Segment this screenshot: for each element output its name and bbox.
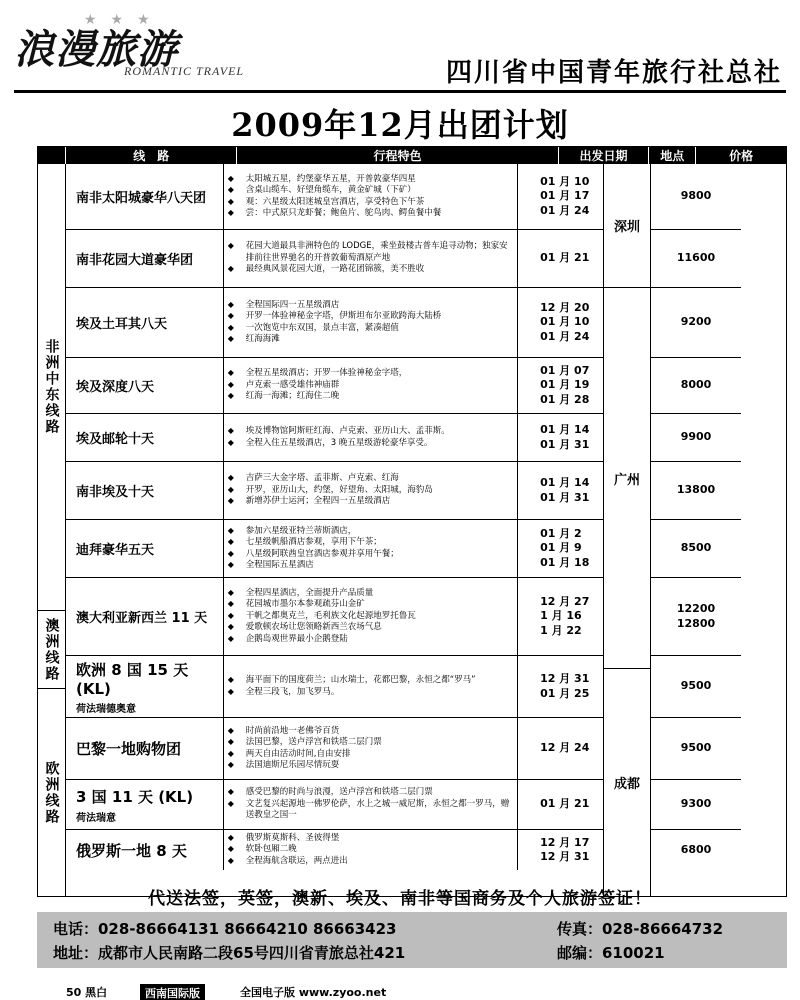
feature-item bbox=[228, 588, 513, 599]
feature-text: 红海海滩 bbox=[245, 333, 280, 344]
feature-text: 法国迪斯尼乐园尽情玩耍 bbox=[245, 759, 340, 770]
feature-text: 文艺复兴起源地一佛罗伦萨，水上之城一威尼斯，永恒之都一罗马，赠送教皇之国一 bbox=[245, 798, 510, 821]
bullet-diamond-icon: ◆ bbox=[227, 264, 234, 274]
route-features bbox=[224, 830, 518, 870]
bullet-diamond-icon: ◆ bbox=[227, 832, 234, 842]
route-countries: 荷法瑞意 bbox=[76, 812, 116, 824]
feature-text: 太阳城五星，约堡豪华五星，开普敦豪华四星 bbox=[245, 173, 416, 184]
departure-date: 01 月 14 bbox=[540, 423, 590, 437]
departure-date: 12 月 24 bbox=[540, 741, 590, 755]
departure-date: 12 月 27 bbox=[540, 595, 590, 609]
edition-site: 全国电子版 www.zyoo.net bbox=[240, 986, 387, 999]
route-label: 迪拜豪华五天 bbox=[76, 543, 155, 558]
departure-date: 1 月 22 bbox=[540, 623, 582, 637]
feature-item bbox=[228, 485, 513, 496]
feature-item bbox=[228, 311, 513, 322]
bullet-diamond-icon: ◆ bbox=[227, 196, 234, 206]
bullet-diamond-icon: ◆ bbox=[227, 548, 234, 558]
route-name bbox=[66, 164, 224, 229]
departure-date: 01 月 21 bbox=[540, 797, 590, 811]
feature-text: 观：六星级太阳迷城皇宫酒店，享受特色下午茶 bbox=[245, 196, 425, 207]
departure-date: 12 月 31 bbox=[540, 672, 590, 686]
departure-city: 深圳 bbox=[604, 164, 650, 288]
route-name bbox=[66, 414, 224, 461]
feature-item bbox=[228, 526, 513, 537]
place-column-header: 地点 bbox=[649, 147, 696, 164]
fax-number: 传真：028-86664732 bbox=[557, 920, 724, 938]
company-name: 四川省中国青年旅行社总社 bbox=[445, 58, 782, 88]
feature-item bbox=[228, 334, 513, 345]
departure-date: 01 月 9 bbox=[540, 541, 582, 555]
logo-subtitle: ROMANTIC TRAVEL bbox=[124, 64, 245, 78]
route-name bbox=[66, 718, 224, 779]
route-name bbox=[66, 656, 224, 717]
price-value: 12800 bbox=[676, 616, 716, 630]
bullet-diamond-icon: ◆ bbox=[227, 496, 234, 506]
departure-date: 01 月 17 bbox=[540, 189, 590, 203]
feature-item bbox=[228, 174, 513, 185]
feature-item bbox=[228, 634, 513, 645]
bullet-diamond-icon: ◆ bbox=[227, 368, 234, 378]
plan-title: 2009年12月出团计划 bbox=[231, 106, 569, 144]
departure-city: 广州 bbox=[604, 288, 650, 669]
bullet-diamond-icon: ◆ bbox=[227, 391, 234, 401]
tour-price bbox=[651, 830, 741, 870]
departure-dates bbox=[518, 830, 603, 870]
tour-price bbox=[651, 718, 741, 780]
feature-text: 尝：中式原只龙虾餐；鲍鱼片、鸵鸟肉、鳄鱼餐中餐 bbox=[245, 207, 442, 218]
feature-item bbox=[228, 241, 513, 264]
bullet-diamond-icon: ◆ bbox=[227, 185, 234, 195]
feature-text: 七星级帆船酒店参观，享用下午茶； bbox=[245, 537, 382, 548]
route-label: 埃及土耳其八天 bbox=[76, 317, 168, 332]
route-name bbox=[66, 230, 224, 287]
region-africa: 非洲中东线路 bbox=[38, 164, 66, 611]
feature-item bbox=[228, 749, 513, 760]
feature-text: 全程三段飞，加飞罗马。 bbox=[245, 686, 340, 697]
bullet-diamond-icon: ◆ bbox=[227, 844, 234, 854]
feature-text: 俄罗斯莫斯科、圣彼得堡 bbox=[245, 832, 340, 843]
departure-date: 01 月 10 bbox=[540, 175, 590, 189]
departure-date: 01 月 28 bbox=[540, 392, 590, 406]
bullet-diamond-icon: ◆ bbox=[227, 599, 234, 609]
region-australia: 澳洲线路 bbox=[38, 611, 66, 689]
price-value: 12200 bbox=[676, 602, 716, 616]
feature-item bbox=[228, 197, 513, 208]
route-features bbox=[224, 656, 518, 717]
feature-text: 参加六星级亚特兰蒂斯酒店， bbox=[245, 525, 357, 536]
feature-text: 一次饱览中东双国，景点丰富，紧凑超值 bbox=[245, 322, 399, 333]
bullet-diamond-icon: ◆ bbox=[227, 798, 234, 808]
departure-date: 01 月 31 bbox=[540, 437, 590, 451]
price-value: 9500 bbox=[680, 741, 712, 755]
feature-item bbox=[228, 391, 513, 402]
feature-text: 全程国际四一五星级酒店 bbox=[245, 299, 340, 310]
feature-text: 全程四星酒店，全面提升产品质量 bbox=[245, 587, 374, 598]
route-features bbox=[224, 358, 518, 413]
star-decoration-icon: ★★★ bbox=[84, 12, 164, 28]
feature-text: 新增苏伊士运河；全程四一五星级酒店 bbox=[245, 496, 391, 507]
route-label: 埃及邮轮十天 bbox=[76, 432, 155, 447]
price-column-header: 价格 bbox=[729, 149, 754, 163]
feature-item bbox=[228, 549, 513, 560]
tour-price bbox=[651, 230, 741, 288]
route-name bbox=[66, 780, 224, 829]
tour-table bbox=[37, 146, 787, 897]
feature-item bbox=[228, 726, 513, 737]
departure-date: 01 月 10 bbox=[540, 315, 590, 329]
bullet-diamond-icon: ◆ bbox=[227, 333, 234, 343]
feature-text: 两天自由活动时间,自由安排 bbox=[245, 748, 351, 759]
feature-item bbox=[228, 264, 513, 275]
table-row bbox=[66, 520, 603, 578]
tour-price bbox=[651, 578, 741, 656]
feature-item bbox=[228, 799, 513, 822]
price-value: 9200 bbox=[680, 315, 712, 329]
tour-price bbox=[651, 358, 741, 414]
bullet-diamond-icon: ◆ bbox=[227, 437, 234, 447]
bullet-diamond-icon: ◆ bbox=[227, 748, 234, 758]
departure-date: 01 月 18 bbox=[540, 555, 590, 569]
table-row bbox=[66, 780, 603, 830]
features-column-header: 行程特色 bbox=[237, 147, 558, 164]
feature-item bbox=[228, 833, 513, 844]
route-features bbox=[224, 780, 518, 829]
feature-item bbox=[228, 787, 513, 798]
tour-price bbox=[651, 780, 741, 830]
departure-date: 01 月 24 bbox=[540, 329, 590, 343]
route-features bbox=[224, 578, 518, 655]
date-column-header: 出发日期 bbox=[559, 147, 650, 164]
route-features bbox=[224, 718, 518, 779]
feature-item bbox=[228, 560, 513, 571]
route-name bbox=[66, 358, 224, 413]
table-row bbox=[66, 462, 603, 520]
feature-item bbox=[228, 426, 513, 437]
departure-date: 01 月 07 bbox=[540, 364, 590, 378]
bullet-diamond-icon: ◆ bbox=[227, 622, 234, 632]
route-label: 埃及深度八天 bbox=[76, 380, 155, 395]
route-label: 欧洲 8 国 15 天(KL) bbox=[76, 660, 189, 698]
route-countries: 荷法瑞德奥意 bbox=[76, 703, 136, 715]
bullet-diamond-icon: ◆ bbox=[227, 473, 234, 483]
price-value: 8000 bbox=[680, 378, 712, 392]
place-column bbox=[604, 164, 651, 896]
departure-date: 12 月 31 bbox=[540, 850, 590, 863]
feature-item bbox=[228, 323, 513, 334]
feature-item bbox=[228, 438, 513, 449]
route-rows bbox=[66, 164, 741, 896]
route-label: 南非埃及十天 bbox=[76, 485, 155, 500]
bullet-diamond-icon: ◆ bbox=[227, 855, 234, 865]
tour-price bbox=[651, 414, 741, 462]
feature-item bbox=[228, 844, 513, 855]
tour-price bbox=[651, 520, 741, 578]
departure-date: 12 月 17 bbox=[540, 835, 590, 849]
feature-item bbox=[228, 368, 513, 379]
brand-logo bbox=[14, 12, 264, 88]
feature-text: 感受巴黎的时尚与浪漫，送卢浮宫和铁塔二层门票 bbox=[245, 787, 433, 798]
table-row bbox=[66, 830, 603, 870]
price-value: 6800 bbox=[680, 842, 712, 856]
table-row bbox=[66, 164, 603, 230]
feature-text: 开罗一体验神秘金字塔，伊斯坦布尔亚欧跨海大陆桥 bbox=[245, 311, 442, 322]
feature-text: 法国巴黎，送卢浮宫和铁塔二层门票 bbox=[245, 737, 382, 748]
route-label: 澳大利亚新西兰 11 天 bbox=[76, 611, 208, 626]
departure-dates bbox=[518, 718, 603, 779]
feature-text: 爱歌顿农场让您领略新西兰农场气息 bbox=[245, 622, 382, 633]
departure-dates bbox=[518, 414, 603, 461]
bullet-diamond-icon: ◆ bbox=[227, 484, 234, 494]
feature-item bbox=[228, 300, 513, 311]
table-body bbox=[38, 164, 786, 896]
feature-text: 卢克索一感受雄伟神庙群 bbox=[245, 379, 340, 390]
feature-item bbox=[228, 537, 513, 548]
bullet-diamond-icon: ◆ bbox=[227, 299, 234, 309]
bullet-diamond-icon: ◆ bbox=[227, 559, 234, 569]
feature-text: 全程入住五星级酒店，3 晚五星级游轮豪华享受。 bbox=[245, 437, 433, 448]
route-name bbox=[66, 462, 224, 519]
bullet-diamond-icon: ◆ bbox=[227, 379, 234, 389]
departure-date: 01 月 14 bbox=[540, 476, 590, 490]
address: 地址：成都市人民南路二段65号四川省青旅总社421 bbox=[53, 944, 406, 962]
bullet-diamond-icon: ◆ bbox=[227, 787, 234, 797]
route-label: 南非太阳城豪华八天团 bbox=[76, 191, 207, 206]
postcode: 邮编：610021 bbox=[557, 944, 665, 962]
bullet-diamond-icon: ◆ bbox=[227, 322, 234, 332]
feature-text: 时尚前沿地一老佛爷百货 bbox=[245, 725, 340, 736]
departure-dates bbox=[518, 780, 603, 829]
feature-item bbox=[228, 496, 513, 507]
price-value: 9500 bbox=[680, 679, 712, 693]
bullet-diamond-icon: ◆ bbox=[227, 737, 234, 747]
page-footer bbox=[0, 984, 800, 1000]
departure-dates bbox=[518, 656, 603, 717]
route-name bbox=[66, 830, 224, 870]
departure-dates bbox=[518, 288, 603, 357]
table-row bbox=[66, 288, 603, 358]
route-name bbox=[66, 520, 224, 577]
route-features bbox=[224, 462, 518, 519]
feature-item bbox=[228, 760, 513, 771]
route-features bbox=[224, 520, 518, 577]
feature-text: 八星级阿联酋皇宫酒店参观并享用午餐； bbox=[245, 548, 399, 559]
route-features bbox=[224, 414, 518, 461]
departure-dates bbox=[518, 520, 603, 577]
bullet-diamond-icon: ◆ bbox=[227, 686, 234, 696]
tour-price bbox=[651, 462, 741, 520]
feature-item bbox=[228, 380, 513, 391]
feature-item bbox=[228, 185, 513, 196]
header-divider bbox=[14, 90, 786, 93]
feature-text: 吉萨三大金字塔、孟菲斯、卢克索、红海 bbox=[245, 473, 399, 484]
feature-text: 红海一海滩；红海住二晚 bbox=[245, 391, 340, 402]
departure-date: 12 月 20 bbox=[540, 301, 590, 315]
page-number: 50 黑白 bbox=[66, 986, 108, 999]
feature-item bbox=[228, 675, 513, 686]
route-name bbox=[66, 288, 224, 357]
tour-price bbox=[651, 288, 741, 358]
feature-text: 干帆之都奥克兰，毛利族文化起源地罗托鲁瓦 bbox=[245, 610, 416, 621]
departure-city: 成都 bbox=[613, 777, 640, 792]
bullet-diamond-icon: ◆ bbox=[227, 587, 234, 597]
route-features bbox=[224, 288, 518, 357]
feature-text: 含桌山缆车、好望角缆车，黄金矿城（下矿） bbox=[245, 185, 416, 196]
feature-text: 全程国际五星酒店 bbox=[245, 559, 314, 570]
region-column-header bbox=[38, 147, 66, 164]
departure-date: 01 月 24 bbox=[540, 203, 590, 217]
price-value: 9900 bbox=[680, 430, 712, 444]
route-name bbox=[66, 578, 224, 655]
bullet-diamond-icon: ◆ bbox=[227, 426, 234, 436]
feature-text: 海平面下的国度荷兰；山水瑞士，花都巴黎，永恒之都“罗马” bbox=[245, 675, 476, 686]
feature-text: 全程五星级酒店；开罗一体验神秘金字塔， bbox=[245, 368, 408, 379]
departure-date: 01 月 19 bbox=[540, 378, 590, 392]
bullet-diamond-icon: ◆ bbox=[227, 675, 234, 685]
route-label: 南非花园大道豪华团 bbox=[76, 253, 194, 268]
table-row bbox=[66, 414, 603, 462]
table-row bbox=[66, 578, 603, 656]
bullet-diamond-icon: ◆ bbox=[227, 207, 234, 217]
departure-dates bbox=[518, 358, 603, 413]
feature-item bbox=[228, 622, 513, 633]
feature-text: 埃及博物馆阿斯旺红海、卢克索、亚历山大、孟菲斯。 bbox=[245, 426, 450, 437]
bullet-diamond-icon: ◆ bbox=[227, 725, 234, 735]
price-value: 13800 bbox=[676, 483, 716, 497]
feature-item bbox=[228, 611, 513, 622]
feature-text: 全程海航含联运，两点进出 bbox=[245, 855, 348, 866]
table-header bbox=[38, 147, 786, 164]
departure-date: 01 月 2 bbox=[540, 527, 582, 541]
table-row bbox=[66, 718, 603, 780]
logo-text: 浪漫旅游 bbox=[14, 26, 178, 73]
bullet-diamond-icon: ◆ bbox=[227, 537, 234, 547]
route-column-header: 线 路 bbox=[66, 147, 238, 164]
visa-note: 代送法签，英签，澳新、埃及、南非等国商务及个人旅游签证！ bbox=[148, 889, 652, 909]
departure-dates bbox=[518, 578, 603, 655]
contact-panel bbox=[37, 912, 787, 968]
departure-date: 01 月 31 bbox=[540, 490, 590, 504]
bullet-diamond-icon: ◆ bbox=[227, 241, 234, 251]
table-row bbox=[66, 358, 603, 414]
region-column bbox=[38, 164, 66, 896]
feature-text: 软卧包厢二晚 bbox=[245, 844, 297, 855]
bullet-diamond-icon: ◆ bbox=[227, 525, 234, 535]
table-row bbox=[66, 656, 603, 718]
region-europe: 欧洲线路 bbox=[38, 689, 66, 896]
feature-item bbox=[228, 737, 513, 748]
route-label: 巴黎一地购物团 bbox=[76, 740, 182, 758]
bullet-diamond-icon: ◆ bbox=[227, 173, 234, 183]
feature-item bbox=[228, 687, 513, 698]
feature-text: 开罗，亚历山大，约堡，好望角、太阳城，海豹岛 bbox=[245, 484, 433, 495]
feature-text: 花园大道最具非洲特色的 LODGE，乘坐鼓楼古普车追寻动物；独家安排前往世界驰名的开普敦葡萄酒原产地 bbox=[245, 241, 508, 263]
tour-price bbox=[651, 164, 741, 230]
page-header bbox=[0, 0, 800, 95]
bullet-diamond-icon: ◆ bbox=[227, 311, 234, 321]
feature-text: 花园城市墨尔本参观疏芬山金矿 bbox=[245, 599, 365, 610]
route-features bbox=[224, 164, 518, 229]
route-features bbox=[224, 230, 518, 287]
feature-item bbox=[228, 208, 513, 219]
departure-date: 01 月 25 bbox=[540, 686, 590, 700]
departure-date: 1 月 16 bbox=[540, 609, 582, 623]
price-value: 9800 bbox=[680, 189, 712, 203]
feature-item bbox=[228, 856, 513, 867]
table-row bbox=[66, 230, 603, 288]
departure-dates bbox=[518, 462, 603, 519]
departure-dates bbox=[518, 164, 603, 229]
feature-item bbox=[228, 473, 513, 484]
bullet-diamond-icon: ◆ bbox=[227, 633, 234, 643]
phone-numbers: 电话：028-86664131 86664210 86663423 bbox=[53, 920, 397, 938]
tour-price bbox=[651, 656, 741, 718]
route-label: 3 国 11 天 (KL) bbox=[76, 787, 194, 806]
price-value: 8500 bbox=[680, 541, 712, 555]
departure-dates bbox=[518, 230, 603, 287]
feature-text: 企鹅岛观世界最小企鹅登陆 bbox=[245, 633, 348, 644]
price-value: 9300 bbox=[680, 797, 712, 811]
feature-text: 最经典风景花园大道，一路花团锦簇，美不胜收 bbox=[245, 264, 425, 275]
bullet-diamond-icon: ◆ bbox=[227, 610, 234, 620]
departure-date: 01 月 21 bbox=[540, 251, 590, 265]
bullet-diamond-icon: ◆ bbox=[227, 759, 234, 769]
feature-item bbox=[228, 599, 513, 610]
price-value: 11600 bbox=[676, 251, 716, 265]
edition-tag: 西南国际版 bbox=[140, 984, 205, 1000]
route-label: 俄罗斯一地 8 天 bbox=[76, 841, 187, 860]
